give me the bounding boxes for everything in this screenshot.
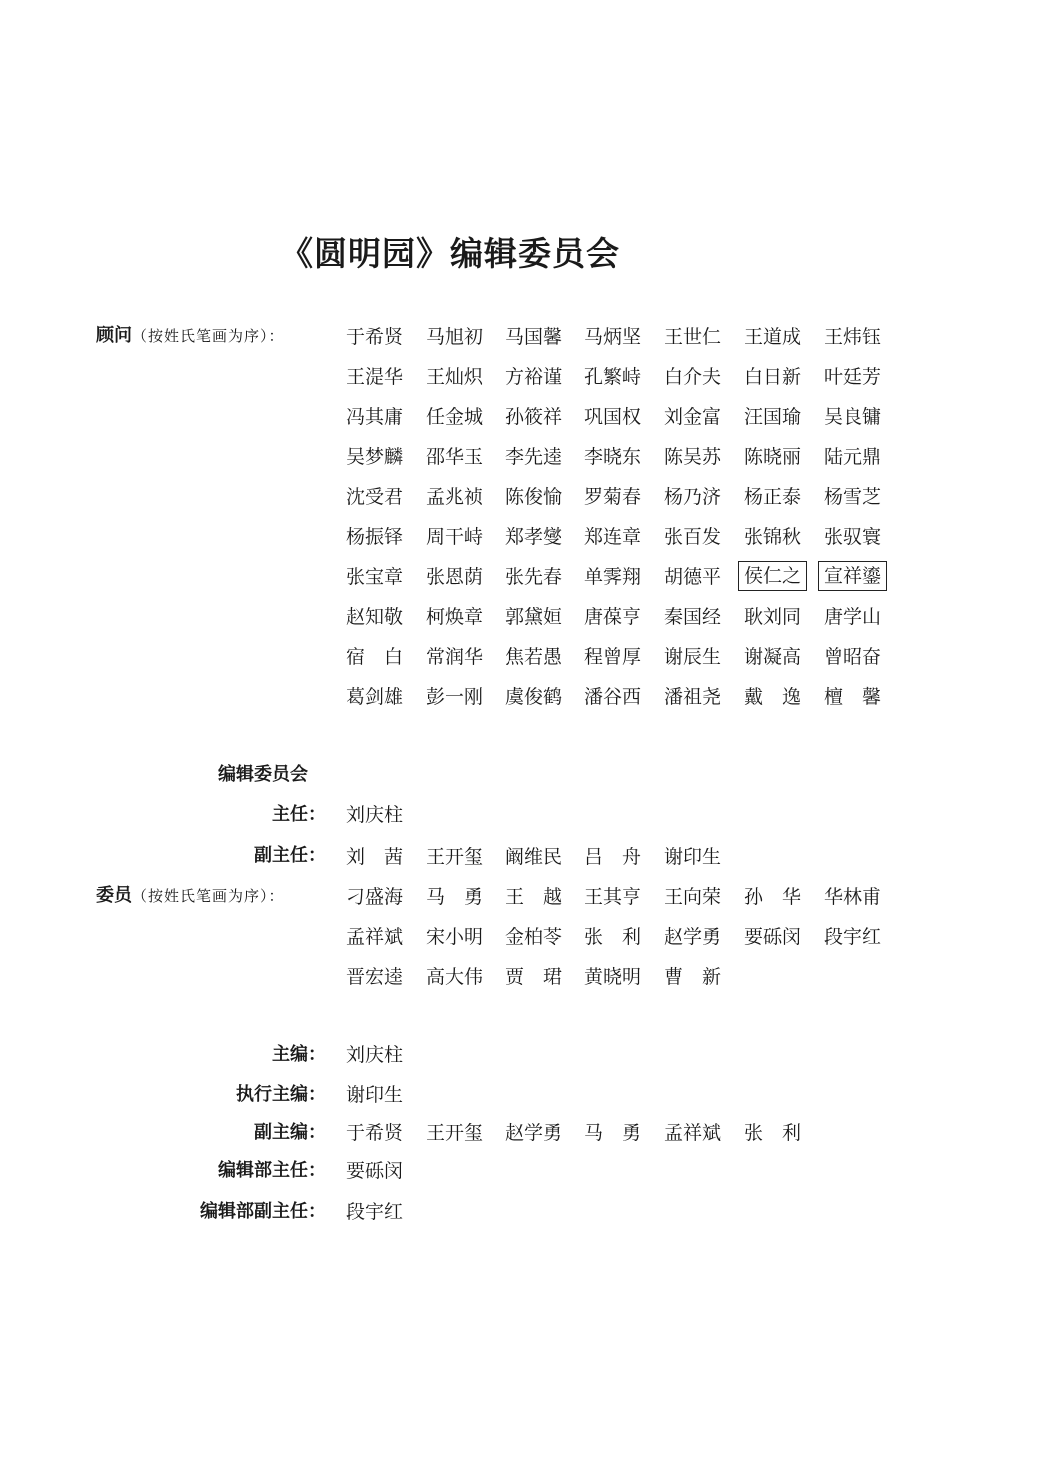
office-director-name: 要砾闵 <box>346 1160 404 1182</box>
exec-editor-label: 执行主编： <box>236 1084 326 1105</box>
person-name: 焦若愚 <box>505 646 563 668</box>
person-name: 单霁翔 <box>584 566 642 588</box>
person-name: 谢印生 <box>664 846 722 868</box>
person-name: 于希贤 <box>346 326 404 348</box>
person-name: 于希贤 <box>346 1122 404 1144</box>
person-name: 吴梦麟 <box>346 446 404 468</box>
person-name: 张百发 <box>664 526 722 548</box>
chief-editor-label: 主编： <box>272 1044 326 1065</box>
person-name: 曾昭奋 <box>824 646 882 668</box>
person-name: 王灿炽 <box>426 366 484 388</box>
person-name: 周干峙 <box>426 526 484 548</box>
person-name: 侯仁之 <box>738 561 807 591</box>
person-name: 陈吴苏 <box>664 446 722 468</box>
person-name: 秦国经 <box>664 606 722 628</box>
person-name: 金柏苓 <box>505 926 563 948</box>
person-name: 王开玺 <box>426 1122 484 1144</box>
person-name: 叶廷芳 <box>824 366 882 388</box>
page-title: 《圆明园》编辑委员会 <box>280 234 620 273</box>
person-name: 杨振铎 <box>346 526 404 548</box>
members-label-block <box>96 885 285 907</box>
person-name: 程曾厚 <box>584 646 642 668</box>
person-name: 宿 白 <box>346 646 404 668</box>
person-name: 王其亨 <box>584 886 642 908</box>
person-name: 孟兆祯 <box>426 486 484 508</box>
person-name: 贾 珺 <box>505 966 563 988</box>
person-name: 华林甫 <box>824 886 882 908</box>
person-name: 宋小明 <box>426 926 484 948</box>
person-name: 常润华 <box>426 646 484 668</box>
person-name: 赵学勇 <box>505 1122 563 1144</box>
office-deputy-label: 编辑部副主任： <box>200 1201 326 1222</box>
person-name: 马 勇 <box>426 886 484 908</box>
person-name: 檀 馨 <box>824 686 882 708</box>
person-name: 张 利 <box>584 926 642 948</box>
person-name: 潘祖尧 <box>664 686 722 708</box>
person-name: 潘谷西 <box>584 686 642 708</box>
person-name: 葛剑雄 <box>346 686 404 708</box>
person-name: 马 勇 <box>584 1122 642 1144</box>
person-name: 冯其庸 <box>346 406 404 428</box>
person-name: 白介夫 <box>664 366 722 388</box>
person-name: 郑连章 <box>584 526 642 548</box>
deputy-editor-label: 副主编： <box>254 1122 326 1143</box>
office-director-label: 编辑部主任： <box>218 1160 326 1181</box>
person-name: 高大伟 <box>426 966 484 988</box>
person-name: 杨正泰 <box>744 486 802 508</box>
person-name: 赵知敬 <box>346 606 404 628</box>
person-name: 胡德平 <box>664 566 722 588</box>
committee-heading: 编辑委员会 <box>218 764 308 785</box>
person-name: 宣祥鎏 <box>818 561 887 591</box>
person-name: 王湜华 <box>346 366 404 388</box>
person-name: 刁盛海 <box>346 886 404 908</box>
person-name: 要砾闵 <box>744 926 802 948</box>
person-name: 张 利 <box>744 1122 802 1144</box>
person-name: 王道成 <box>744 326 802 348</box>
advisors-note: （按姓氏笔画为序）： <box>132 327 285 345</box>
person-name: 马国馨 <box>505 326 563 348</box>
person-name: 王炜钰 <box>824 326 882 348</box>
person-name: 汪国瑜 <box>744 406 802 428</box>
person-name: 邵华玉 <box>426 446 484 468</box>
director-name: 刘庆柱 <box>346 804 404 826</box>
person-name: 白日新 <box>744 366 802 388</box>
person-name: 孔繁峙 <box>584 366 642 388</box>
person-name: 彭一刚 <box>426 686 484 708</box>
person-name: 沈受君 <box>346 486 404 508</box>
person-name: 孙 华 <box>744 886 802 908</box>
person-name: 陈晓丽 <box>744 446 802 468</box>
director-label: 主任： <box>272 804 326 825</box>
members-note: （按姓氏笔画为序）： <box>132 887 285 905</box>
person-name: 郭黛姮 <box>505 606 563 628</box>
person-name: 张宝章 <box>346 566 404 588</box>
person-name: 吴良镛 <box>824 406 882 428</box>
advisors-label: 顾问 <box>96 325 132 346</box>
person-name: 孙筱祥 <box>505 406 563 428</box>
person-name: 方裕谨 <box>505 366 563 388</box>
office-deputy-name: 段宇红 <box>346 1201 404 1223</box>
person-name: 李先逵 <box>505 446 563 468</box>
person-name: 曹 新 <box>664 966 722 988</box>
person-name: 张驭寰 <box>824 526 882 548</box>
person-name: 赵学勇 <box>664 926 722 948</box>
person-name: 罗菊春 <box>584 486 642 508</box>
person-name: 柯焕章 <box>426 606 484 628</box>
person-name: 张先春 <box>505 566 563 588</box>
person-name: 张恩荫 <box>426 566 484 588</box>
exec-editor-name: 谢印生 <box>346 1084 404 1106</box>
person-name: 唐葆亨 <box>584 606 642 628</box>
person-name: 段宇红 <box>824 926 882 948</box>
person-name: 刘 茜 <box>346 846 404 868</box>
advisors-label-block <box>96 325 285 347</box>
person-name: 杨雪芝 <box>824 486 882 508</box>
person-name: 王开玺 <box>426 846 484 868</box>
person-name: 王向荣 <box>664 886 722 908</box>
person-name: 陈俊愉 <box>505 486 563 508</box>
person-name: 张锦秋 <box>744 526 802 548</box>
person-name: 唐学山 <box>824 606 882 628</box>
members-label: 委员 <box>96 885 132 906</box>
person-name: 马旭初 <box>426 326 484 348</box>
deputy-director-label: 副主任： <box>254 845 326 866</box>
person-name: 王世仁 <box>664 326 722 348</box>
person-name: 李晓东 <box>584 446 642 468</box>
person-name: 杨乃济 <box>664 486 722 508</box>
person-name: 孟祥斌 <box>346 926 404 948</box>
person-name: 马炳坚 <box>584 326 642 348</box>
person-name: 耿刘同 <box>744 606 802 628</box>
person-name: 阚维民 <box>505 846 563 868</box>
person-name: 任金城 <box>426 406 484 428</box>
person-name: 谢凝高 <box>744 646 802 668</box>
person-name: 黄晓明 <box>584 966 642 988</box>
person-name: 郑孝燮 <box>505 526 563 548</box>
person-name: 陆元鼎 <box>824 446 882 468</box>
person-name: 王 越 <box>505 886 563 908</box>
person-name: 刘金富 <box>664 406 722 428</box>
person-name: 晋宏逵 <box>346 966 404 988</box>
person-name: 戴 逸 <box>744 686 802 708</box>
person-name: 吕 舟 <box>584 846 642 868</box>
person-name: 谢辰生 <box>664 646 722 668</box>
person-name: 巩国权 <box>584 406 642 428</box>
person-name: 孟祥斌 <box>664 1122 722 1144</box>
chief-editor-name: 刘庆柱 <box>346 1044 404 1066</box>
person-name: 虞俊鹤 <box>505 686 563 708</box>
